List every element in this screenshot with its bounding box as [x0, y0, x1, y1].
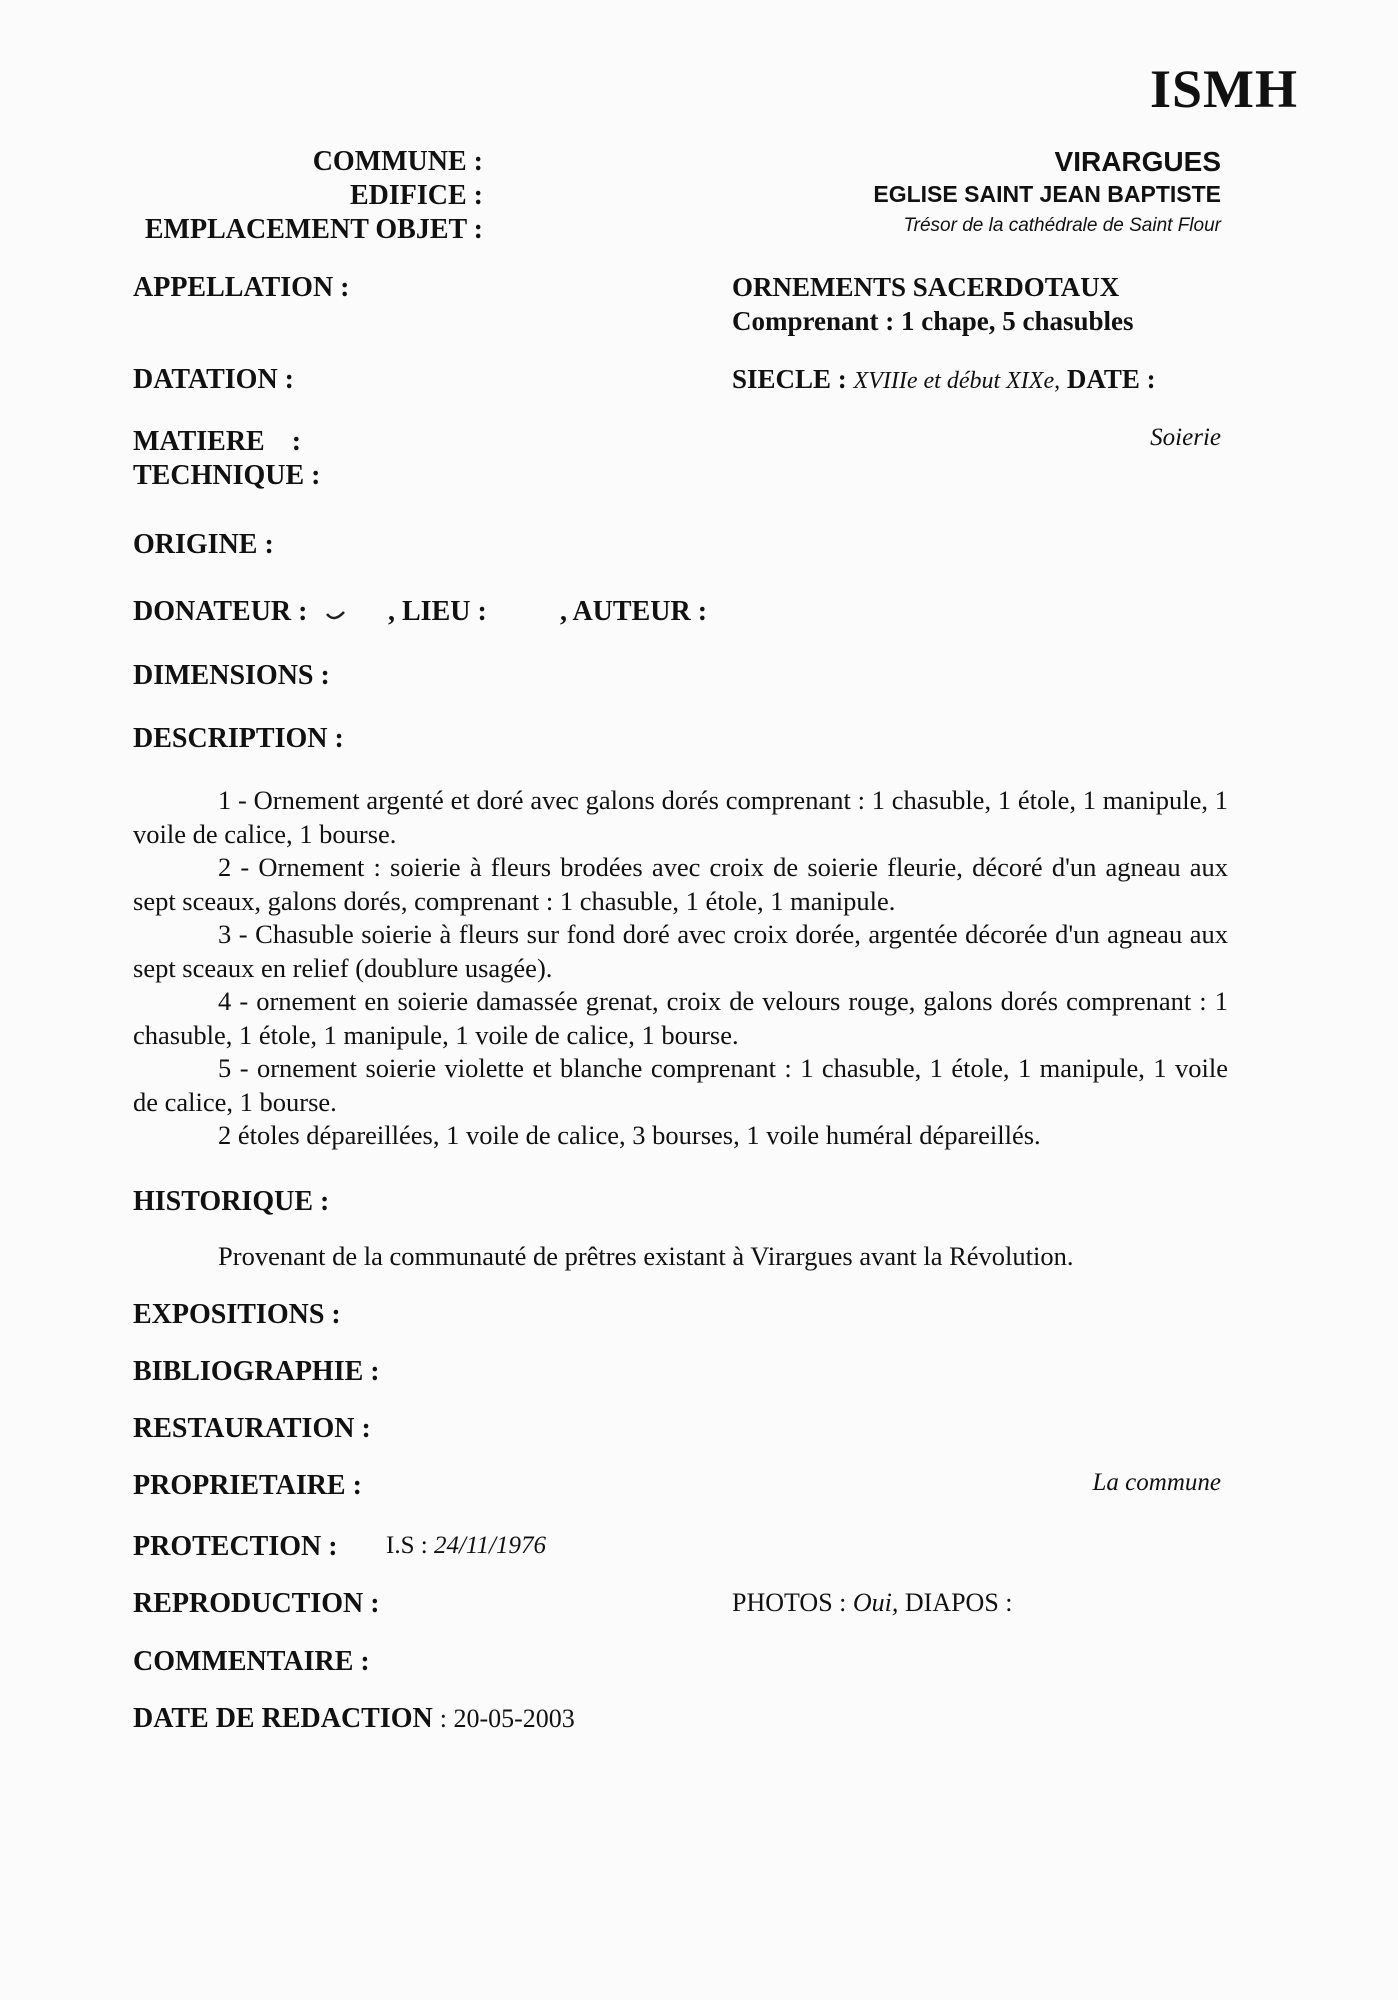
matiere-label-text: MATIERE :	[133, 426, 302, 457]
protection-label: PROTECTION :	[133, 1531, 338, 1562]
historique-text: Provenant de la communauté de prêtres existant à Virargues avant la Révolution.	[218, 1241, 1074, 1271]
diapos-label: DIAPOS :	[904, 1588, 1013, 1617]
description-item: 5 - ornement soierie violette et blanche comprenant : 1 chasuble, 1 étole, 1 manipule, 1 voile de calice, 1 bourse.	[133, 1053, 1228, 1117]
handwritten-check-mark	[326, 610, 346, 622]
description-item: 1 - Ornement argenté et doré avec galons dorés comprenant : 1 chasuble, 1 étole, 1 manipule, 1 voile de calice, 1 bourse.	[133, 785, 1228, 849]
description-item: 2 étoles dépareillées, 1 voile de calice, 3 bourses, 1 voile huméral dépareillés.	[218, 1120, 1041, 1150]
datation-label: DATATION :	[133, 364, 294, 395]
description-label: DESCRIPTION :	[133, 723, 344, 754]
historique-label: HISTORIQUE :	[133, 1186, 330, 1217]
redaction-line	[133, 1703, 575, 1735]
description-item: 4 - ornement en soierie damassée grenat, croix de velours rouge, galons dorés comprenant : 1 chasuble, 1 étole, 1 manipule, 1 voile de calice, 1 bourse.	[133, 986, 1228, 1050]
description-item: 3 - Chasuble soierie à fleurs sur fond doré avec croix dorée, argentée décorée d'un agneau aux sept sceaux en relief (doublure usagée).	[133, 919, 1228, 983]
redaction-value: : 20-05-2003	[439, 1704, 575, 1733]
appellation-value-line2: Comprenant : 1 chape, 5 chasubles	[732, 306, 1134, 336]
document-code: ISMH	[1149, 59, 1298, 119]
edifice-value: EGLISE SAINT JEAN BAPTISTE	[873, 181, 1221, 207]
date-label: DATE :	[1066, 364, 1156, 394]
commentaire-label: COMMENTAIRE :	[133, 1646, 370, 1677]
protection-date: 24/11/1976	[433, 1532, 546, 1559]
redaction-label: DATE DE REDACTION	[133, 1703, 433, 1734]
matiere-value: Soierie	[1150, 424, 1221, 451]
photos-line	[732, 1588, 1013, 1618]
dimensions-label: DIMENSIONS :	[133, 660, 330, 691]
siecle-line	[732, 364, 1156, 395]
description-list	[133, 784, 1228, 1153]
bibliographie-label: BIBLIOGRAPHIE :	[133, 1356, 380, 1387]
protection-value	[386, 1532, 546, 1560]
proprietaire-label: PROPRIETAIRE :	[133, 1470, 362, 1501]
commune-value: VIRARGUES	[1054, 146, 1221, 177]
origine-label: ORIGINE :	[133, 529, 274, 560]
photos-value: Oui,	[852, 1588, 899, 1617]
matiere-label	[133, 426, 301, 458]
lieu-label: , LIEU :	[388, 596, 487, 627]
expositions-label: EXPOSITIONS :	[133, 1299, 341, 1330]
auteur-label: , AUTEUR :	[560, 596, 708, 627]
protection-prefix: I.S :	[386, 1532, 428, 1559]
edifice-label: EDIFICE :	[349, 180, 483, 211]
technique-label: TECHNIQUE :	[133, 460, 321, 491]
reproduction-label: REPRODUCTION :	[133, 1588, 380, 1619]
siecle-value: XVIIIe et début XIXe,	[853, 368, 1061, 394]
photos-label: PHOTOS :	[732, 1588, 847, 1617]
restauration-label: RESTAURATION :	[133, 1413, 371, 1444]
description-item: 2 - Ornement : soierie à fleurs brodées avec croix de soierie fleurie, décoré d'un agneau aux sept sceaux, galons dorés, comprenant : 1 chasuble, 1 étole, 1 manipule.	[133, 852, 1228, 916]
appellation-value-line1: ORNEMENTS SACERDOTAUX	[732, 272, 1120, 302]
emplacement-value: Trésor de la cathédrale de Saint Flour	[903, 215, 1221, 236]
emplacement-label: EMPLACEMENT OBJET :	[144, 214, 483, 245]
siecle-label: SIECLE :	[732, 364, 847, 394]
appellation-label: APPELLATION :	[133, 272, 350, 303]
donateur-label: DONATEUR :	[133, 596, 308, 627]
commune-label: COMMUNE :	[312, 146, 483, 177]
proprietaire-value: La commune	[1092, 1469, 1221, 1496]
